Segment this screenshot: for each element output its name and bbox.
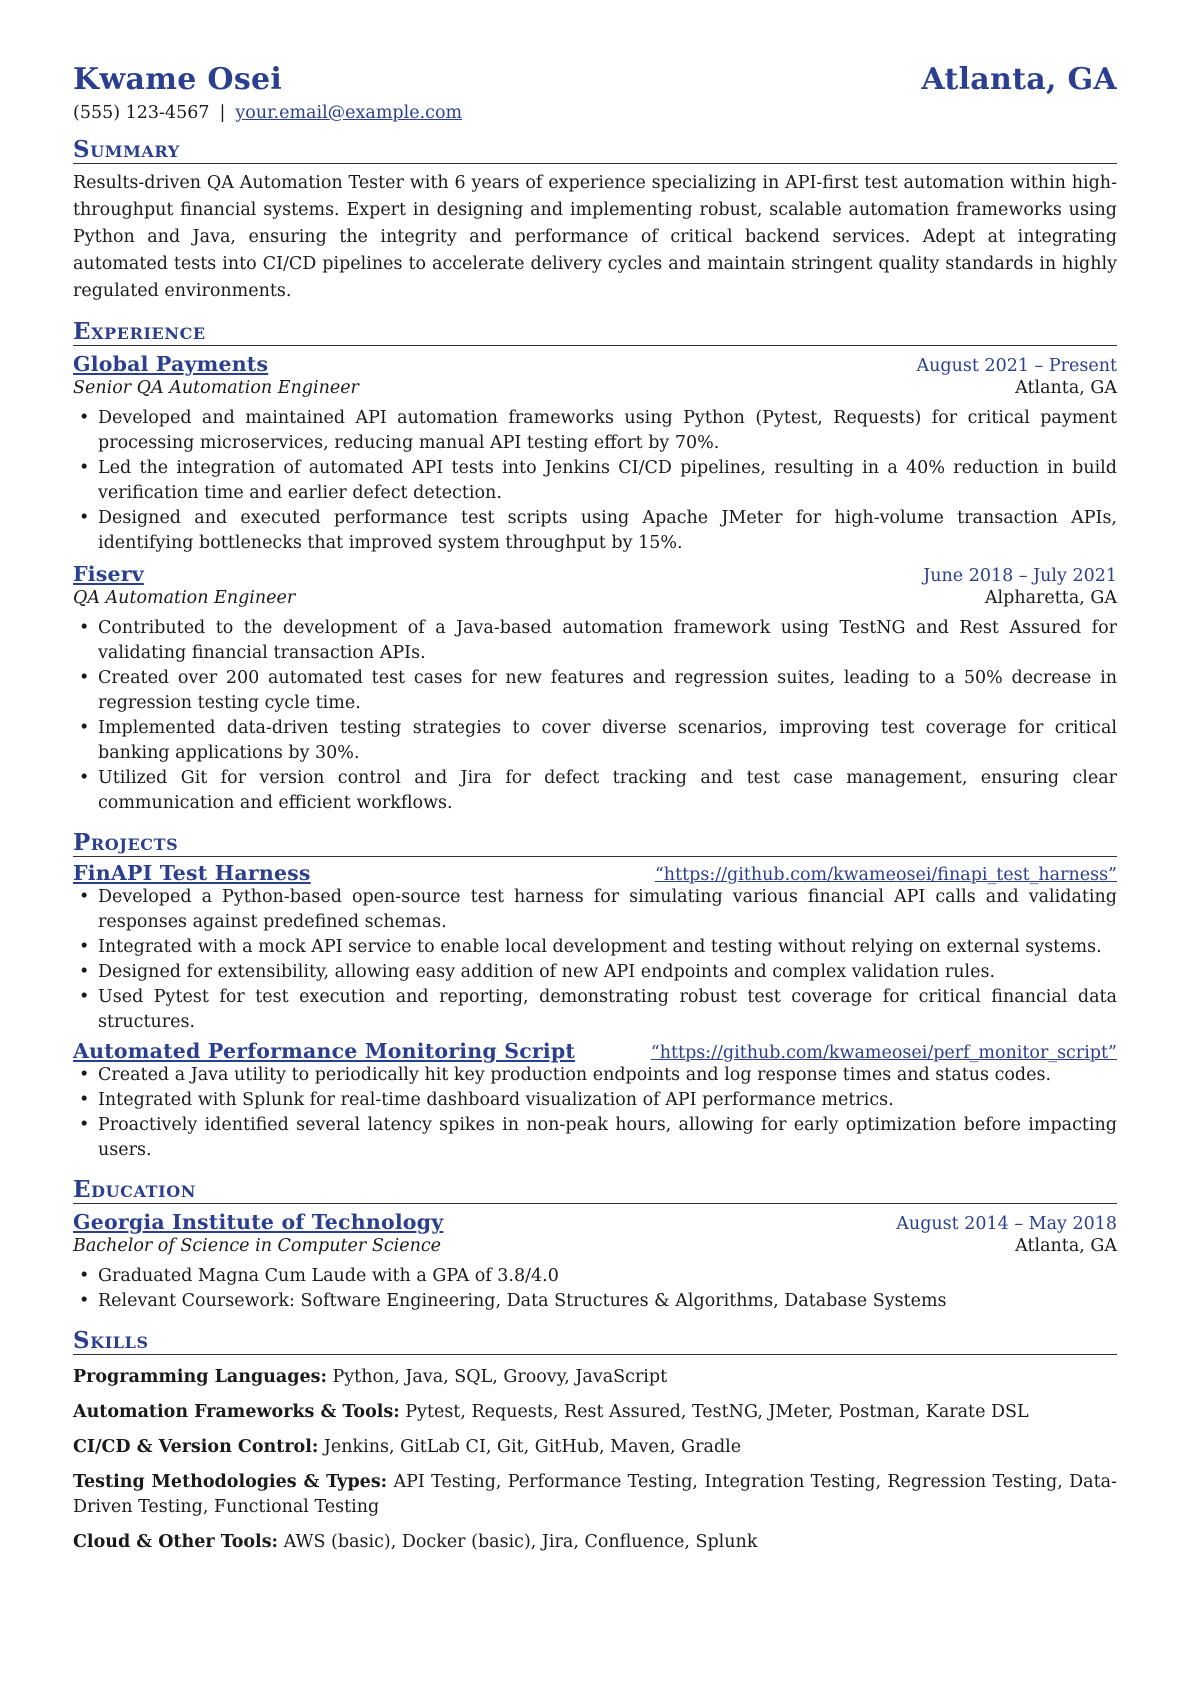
candidate-location: Atlanta, GA <box>921 62 1117 97</box>
summary-heading: Summary <box>73 137 1117 164</box>
employer-link[interactable]: Global Payments <box>73 352 269 376</box>
bullet-item: • Integrated with a mock API service to enable local development and testing without relying on external systems. <box>73 935 1117 960</box>
experience-heading: Experience <box>73 319 1117 346</box>
skill-label: CI/CD & Version Control: <box>73 1437 319 1457</box>
bullet-item: • Utilized Git for version control and Jira for defect tracking and test case management, ensuring clear communication and efficient workflows. <box>73 766 1117 816</box>
school-location: Atlanta, GA <box>1015 1236 1117 1256</box>
education-entry <box>73 1210 1117 1314</box>
skill-line <box>73 1470 1117 1520</box>
phone-number: (555) 123-4567 <box>73 103 210 123</box>
job-location: Alpharetta, GA <box>984 588 1117 608</box>
skill-value: API Testing, Performance Testing, Integration Testing, Regression Testing, Data-Driven Testing, Functional Testing <box>73 1472 1117 1517</box>
education-dates: August 2014 – May 2018 <box>896 1214 1117 1234</box>
project-entry <box>73 1039 1117 1163</box>
skill-label: Automation Frameworks & Tools: <box>73 1402 400 1422</box>
contact-line <box>73 103 1117 123</box>
project-url-link[interactable]: “https://github.com/kwameosei/perf_monitor_script” <box>650 1043 1117 1063</box>
skill-value: Python, Java, SQL, Groovy, JavaScript <box>332 1367 668 1387</box>
experience-entry <box>73 562 1117 816</box>
bullet-list <box>73 1264 1117 1314</box>
candidate-name: Kwame Osei <box>73 62 283 97</box>
bullet-item: • Contributed to the development of a Java-based automation framework using TestNG and Rest Assured for validating financial transaction APIs. <box>73 616 1117 666</box>
bullet-list <box>73 406 1117 556</box>
employer-link[interactable]: Fiserv <box>73 562 144 586</box>
bullet-item: • Led the integration of automated API tests into Jenkins CI/CD pipelines, resulting in a 40% reduction in build verification time and earlier defect detection. <box>73 456 1117 506</box>
bullet-item: • Implemented data-driven testing strategies to cover diverse scenarios, improving test coverage for critical banking applications by 30%. <box>73 716 1117 766</box>
job-location: Atlanta, GA <box>1015 378 1117 398</box>
employment-dates: August 2021 – Present <box>916 356 1117 376</box>
skill-line <box>73 1435 1117 1460</box>
bullet-item: • Designed for extensibility, allowing easy addition of new API endpoints and complex validation rules. <box>73 960 1117 985</box>
employment-dates: June 2018 – July 2021 <box>923 566 1117 586</box>
bullet-item: • Used Pytest for test execution and reporting, demonstrating robust test coverage for critical financial data structures. <box>73 985 1117 1035</box>
project-name-link[interactable]: FinAPI Test Harness <box>73 861 311 885</box>
experience-entry <box>73 352 1117 556</box>
bullet-item: • Developed a Python-based open-source test harness for simulating various financial API calls and validating responses against predefined schemas. <box>73 885 1117 935</box>
bullet-item: • Relevant Coursework: Software Engineering, Data Structures & Algorithms, Database Systems <box>73 1289 1117 1314</box>
bullet-item: • Proactively identified several latency spikes in non-peak hours, allowing for early optimization before impacting users. <box>73 1113 1117 1163</box>
school-link[interactable]: Georgia Institute of Technology <box>73 1210 444 1234</box>
skill-label: Cloud & Other Tools: <box>73 1532 279 1552</box>
skill-line <box>73 1365 1117 1390</box>
skill-value: Pytest, Requests, Rest Assured, TestNG, JMeter, Postman, Karate DSL <box>405 1402 1029 1422</box>
email-link[interactable]: your.email@example.com <box>235 103 463 123</box>
skills-heading: Skills <box>73 1328 1117 1355</box>
job-title: Senior QA Automation Engineer <box>73 378 359 398</box>
bullet-list <box>73 1063 1117 1163</box>
project-url-link[interactable]: “https://github.com/kwameosei/finapi_test_harness” <box>654 865 1117 885</box>
education-heading: Education <box>73 1177 1117 1204</box>
bullet-item: • Created over 200 automated test cases for new features and regression suites, leading to a 50% decrease in regression testing cycle time. <box>73 666 1117 716</box>
bullet-item: • Created a Java utility to periodically hit key production endpoints and log response times and status codes. <box>73 1063 1117 1088</box>
bullet-item: • Developed and maintained API automation frameworks using Python (Pytest, Requests) for critical payment processing microservices, reducing manual API testing effort by 70%. <box>73 406 1117 456</box>
projects-heading: Projects <box>73 830 1117 857</box>
contact-separator: | <box>219 103 226 123</box>
summary-text: Results-driven QA Automation Tester with 6 years of experience specializing in API-first test automation within high-throughput financial systems. Expert in designing and implementing robust, scalable automation frameworks using Python and Java, ensuring the integrity and performance of critical backend services. Adept at integrating automated tests into CI/CD pipelines to accelerate delivery cycles and maintain stringent quality standards in highly regulated environments. <box>73 173 1117 301</box>
resume-header <box>73 62 1117 97</box>
skill-label: Programming Languages: <box>73 1367 327 1387</box>
bullet-list <box>73 885 1117 1035</box>
degree: Bachelor of Science in Computer Science <box>73 1236 442 1256</box>
skill-line <box>73 1530 1117 1555</box>
skill-value: AWS (basic), Docker (basic), Jira, Confluence, Splunk <box>283 1532 758 1552</box>
bullet-item: • Graduated Magna Cum Laude with a GPA of 3.8/4.0 <box>73 1264 1117 1289</box>
bullet-item: • Integrated with Splunk for real-time dashboard visualization of API performance metrics. <box>73 1088 1117 1113</box>
skill-value: Jenkins, GitLab CI, Git, GitHub, Maven, Gradle <box>323 1437 742 1457</box>
skill-label: Testing Methodologies & Types: <box>73 1472 388 1492</box>
project-entry <box>73 861 1117 1035</box>
skill-line <box>73 1400 1117 1425</box>
bullet-list <box>73 616 1117 816</box>
job-title: QA Automation Engineer <box>73 588 296 608</box>
project-name-link[interactable]: Automated Performance Monitoring Script <box>73 1039 576 1063</box>
bullet-item: • Designed and executed performance test scripts using Apache JMeter for high-volume transaction APIs, identifying bottlenecks that improved system throughput by 15%. <box>73 506 1117 556</box>
